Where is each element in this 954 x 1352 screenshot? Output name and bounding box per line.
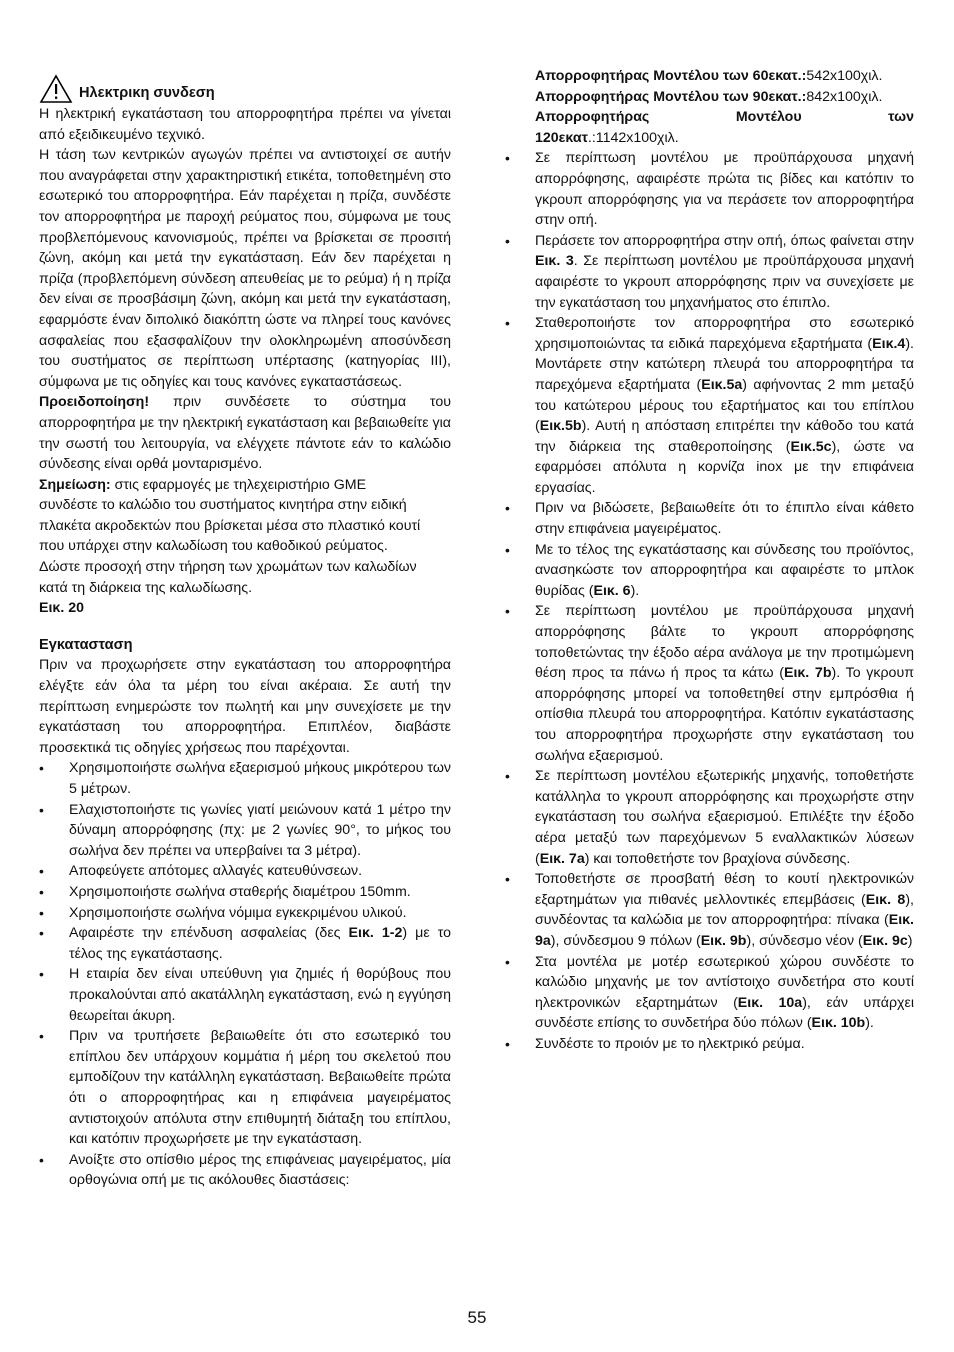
list-item [39,861,451,882]
dimension-120-value: .:1142x100χιλ. [587,129,679,146]
list-item-text: Χρησιμοποιήστε σωλήνα εξαερισμού μήκους μικρότερου των 5 μέτρων. [69,760,451,797]
list-item [39,903,451,924]
list-item-text: Πριν να τρυπήσετε βεβαιωθείτε ότι στο εσωτερικό του επίπλου δεν υπάρχουν κομμάτια ή μέρη του σκελετού που εμποδίζουν την κατάλληλη εγκατάσταση. Βεβαιωθείτε πρώτα ότι ο απορροφητήρας και η επιφάνεια μαγειρέματος αντιστοιχούν απόλυτα στην επιθυμητή διάταξη του επίπλου, και κατόπιν προχωρήσετε με την εγκατάσταση. [69,1028,451,1148]
figure-reference: Εικ.5c [790,438,832,455]
figure-reference: Εικ. 10a [737,994,803,1011]
left-column [39,66,451,1191]
list-item-text: ) με το τέλος της εγκατάστασης. [69,925,451,962]
dimension-60 [505,66,914,87]
dimension-90-value: 842x100χιλ. [806,88,883,105]
figure-reference: Εικ. 9a [535,912,914,949]
list-item-text: Τοποθετήστε σε προσβατή θέση το κουτί ηλεκτρονικών εξαρτημάτων για πιθανές μελλοντικές επεμβάσεις ( [535,871,914,908]
warning-paragraph [39,392,451,474]
list-item-text: Σε περίπτωση μοντέλου με προϋπάρχουσα μηχανή απορρόφησης βάλτε το γκρουπ απορρόφησης τοποθετώντας την έξοδο αέρα ανάλογα με την προτιμώμενη θέση προς τα πάνω ή προς τα κάτω ( [535,603,914,682]
dimension-60-label: Απορροφητήρας Μοντέλου των 60εκατ.: [535,68,807,84]
note-line: κατά τη διάρκεια της καλωδίωσης. [39,579,253,596]
list-item-text: Συνδέστε το προιόν με το ηλεκτρικό ρεύμα. [535,1035,805,1052]
list-item-text: Πριν να βιδώσετε, βεβαιωθείτε ότι το έπιπλο είναι κάθετο στην επιφάνεια μαγειρέματος. [535,500,914,538]
list-item-text: ) αφήνοντας 2 mm μεταξύ του κατώτερου μέρους του εξαρτήματος και του επίπλου ( [535,376,914,435]
figure-reference: Εικ. 7b [783,665,832,682]
dimension-90 [505,87,914,108]
note-text: στις εφαρμογές με τηλεχειριστήριο GME [110,476,367,493]
list-item [39,1150,451,1191]
list-item [505,498,914,539]
list-item-text: Ανοίξτε στο οπίσθιο μέρος της επιφάνειας μαγειρέματος, μία ορθογώνια οπή με τις ακόλουθες διαστάσεις: [69,1151,451,1189]
list-item-text: ), εάν υπάρχει συνδέστε επίσης το συνδετήρα δύο πόλων ( [535,994,914,1032]
note-lines [39,495,451,598]
list-item [505,1034,914,1055]
installation-intro: Πριν να προχωρήσετε στην εγκατάσταση του απορροφητήρα ελέγξτε εάν όλα τα μέρη του είναι ακέραια. Σε αυτή την περίπτωση ενημερώστε τον πωλητή και μην συνεχίσετε με την εγκατάσταση του απορροφητήρα. Επιπλέον, διαβάστε προσεκτικά τις οδηγίες χρήσεως που παρέχονται. [39,657,451,756]
list-item-text: Ελαχιστοποιήστε τις γωνίες γιατί μειώνουν κατά 1 μέτρο την δύναμη απορρόφησης (πχ: με 2 γωνίες 90°, το μήκος του σωλήνα δεν πρέπει να υπερβαίνει τα 3 μέτρα). [69,801,451,859]
dimension-90-label: Απορροφητήρας Μοντέλου των 90εκατ.: [535,88,807,105]
electrical-heading: Ηλεκτρικη συνδεση [79,85,215,102]
figure-reference: Εικ. 9c [862,932,908,949]
figure-reference: Εικ.5b [539,418,582,435]
list-item-text: Περάσετε τον απορροφητήρα στην οπή, όπως φαίνεται στην [535,232,914,249]
list-item-text: Σταθεροποιήστε τον απορροφητήρα στο εσωτερικό χρησιμοποιώντας τα ειδικά παρεχόμενα εξαρτήματα ( [535,315,914,352]
page-number: 55 [467,1308,487,1327]
figure-reference: Εικ. 9b [700,932,747,949]
list-item [39,1026,451,1150]
list-item-text: ). Αυτή η απόσταση επιτρέπει την κάθοδο του κατά την διάρκεια της σταθεροποίησης ( [535,418,914,455]
electrical-heading-row [39,66,451,104]
electrical-paragraph-1: Η ηλεκτρική εγκατάσταση του απορροφητήρα πρέπει να γίνεται από εξειδικευμένο τεχνικό. [39,106,451,143]
list-item [39,923,451,964]
list-item-text: ), ώστε να εφαρμόσει απόλυτα η κορνίζα inox με την επιφάνεια εργασίας. [535,438,914,496]
electrical-paragraph-2: Η τάση των κεντρικών αγωγών πρέπει να αντιστοιχεί σε αυτήν που αναγράφεται στην χαρακτηριστική ετικέτα, τοποθετημένη στο εσωτερικό του απορροφητήρα. Εάν παρέχεται η πρίζα, συνδέστε τον απορροφητήρα με παροχή ρεύματος που, σύμφωνα με τους προβλεπόμενους κανονισμούς, πρέπει να βρίσκεται σε προσιτή ζώνη, ακόμη και μετά την εγκατάσταση. Εάν δεν παρέχεται η πρίζα (προβλεπόμενη σύνδεση απευθείας με το ρεύμα) ή η πρίζα δεν είναι σε προσβάσιμη ζώνη, ακόμη και μετά την εγκατάσταση, εφαρμόστε έναν διπολικό διακόπτη ώστε να πληρεί τους κανόνες ασφαλείας που εξασφαλίζουν την ολοκληρωμένη αποσύνδεση του συστήματος σε περίπτωση υπέρτασης (κατηγορίας ΙΙΙ), σύμφωνα με τις οδηγίες και τους κανόνες εγκαταστάσεως. [39,147,451,390]
note-line: Δώστε προσοχή στην τήρηση των χρωμάτων των καλωδίων [39,559,417,576]
list-item [39,800,451,862]
list-item-text: . Σε περίπτωση μοντέλου με προϋπάρχουσα μηχανή αφαιρέστε το γκρουπ απορρόφησης πριν να συνεχίσετε με την εγκατάσταση του μηχανήματος στο έπιπλο. [535,253,914,311]
list-item-text: Χρησιμοποιήστε σωλήνα σταθερής διαμέτρου 150mm. [69,883,411,900]
dimension-120-word: Μοντέλου [735,109,802,126]
warning-triangle-icon [39,74,73,104]
list-item-text: Σε περίπτωση μοντέλου με προϋπάρχουσα μηχανή απορρόφησης, αφαιρέστε πρώτα τις βίδες και κατόπιν το γκρουπ απορρόφησης για να περάσετε τον απορροφητήρα στην οπή. [535,150,914,229]
list-item-text: ). Μοντάρετε στην κατώτερη πλευρά του απορροφητήρα τα παρεχόμενα εξαρτήματα ( [535,335,914,393]
installation-list [39,758,451,1190]
figure-reference: Εικ. 10b [811,1015,866,1032]
list-item [505,540,914,602]
list-item [505,766,914,869]
dimension-120-word: Απορροφητήρας [535,109,650,126]
note-line: που υπάρχει στην καλωδίωση του καθοδικού ρεύματος. [39,538,388,555]
list-item [505,952,914,1034]
warning-text: πριν συνδέσετε το σύστημα του απορροφητήρα με την ηλεκτρική εγκατάσταση και βεβαιωθείτε για την σωστή του λειτουργία, να ελέγχετε πάντοτε εάν το καλώδιο σύνδεσης είναι ορθά μονταρισμένο. [39,394,451,473]
figure-reference: Εικ. 6 [593,582,631,599]
list-item-text: Στα μοντέλα με μοτέρ εσωτερικού χώρου συνδέστε το καλώδιο μηχανής με τον αντίστοιχο συνδετήρα στο κουτί ηλεκτρονικών εξαρτημάτων ( [535,953,914,1011]
list-item-text: Χρησιμοποιήστε σωλήνα νόμιμα εγκεκριμένου υλικού. [69,904,407,921]
dimension-120-label: 120εκατ [535,129,588,146]
list-item-text: Αφαιρέστε την επένδυση ασφαλείας (δες [69,925,349,942]
figure-reference: Εικ. 3 [535,253,574,270]
installation-heading: Εγκατασταση [39,636,133,653]
figure-reference: Εικ.5a [701,376,743,393]
dimension-60-value: 542x100χιλ. [806,68,883,84]
figure-reference: Εικ. 7a [539,850,585,867]
note-label: Σημείωση: [39,476,111,493]
list-item [505,148,914,230]
figure-reference: Εικ. 1-2 [348,925,403,942]
list-item-text: Η εταιρία δεν είναι υπεύθυνη για ζημιές ή θορύβους που προκαλούνται από ακατάλληλη εγκατάσταση, ενώ η εγγύηση θεωρείται άκυρη. [69,966,451,1024]
list-item [39,758,451,799]
list-item-text: ). [630,582,640,599]
dimension-120-word: των [888,109,914,126]
list-item-text: ). Το γκρουπ απορρόφησης μπορεί να τοποθετηθεί στην εμπρόσθια ή οπίσθια πλευρά του απορροφητήρα. Κατόπιν εγκατάστασης του απορροφητήρα προχωρήστε στην εγκατάσταση του σωλήνα εξαερισμού. [535,665,914,764]
list-item-text: ) [907,932,913,949]
list-item-text: ). [865,1015,874,1032]
list-item [505,231,914,313]
list-item [505,869,914,951]
list-item-text: Με το τέλος της εγκατάστασης και σύνδεσης του προϊόντος, ανασηκώστε τον απορροφητήρα και αφαιρέστε το μπλοκ θυρίδας ( [535,541,914,599]
warning-label: Προειδοποίηση! [39,394,150,411]
list-item-text: Σε περίπτωση μοντέλου εξωτερικής μηχανής, τοποθετήστε κατάλληλα το γκρουπ απορρόφησης και προχωρήστε στην εγκατάσταση του σωλήνα εξαερισμού. Επιλέξτε την έξοδο αέρα μεταξύ των παρεχόμενων 5 εναλλακτικών λύσεων ( [535,768,914,867]
figure-reference: Εικ.4 [872,335,906,352]
list-item [39,964,451,1026]
dimension-120-line2 [505,128,914,149]
note-line: πλακέτα ακροδεκτών που βρίσκεται μέσα στο πλαστικό κουτί [39,517,421,534]
right-column [505,66,914,1055]
list-item-text: ), σύνδεσμο νέον ( [746,932,863,949]
note-paragraph [39,475,451,496]
list-item-text: ), συνδέοντας τα καλώδια με τον απορροφητήρα: πίνακα ( [535,891,914,929]
note-line: συνδέστε το καλώδιο του συστήματος κινητήρα στην ειδική [39,497,407,514]
figure-reference: Εικ. 8 [865,891,906,908]
list-item [505,601,914,766]
list-item [39,882,451,903]
dimension-120-line1 [505,107,914,128]
list-item [505,313,914,498]
list-item-text: ), σύνδεσμου 9 πόλων ( [550,932,701,949]
list-item-text: ) και τοποθετήστε τον βραχίονα σύνδεσης. [584,850,851,867]
list-item-text: Αποφεύγετε απότομες αλλαγές κατευθύνσεων. [69,863,363,880]
figure-reference: Εικ. 20 [39,600,84,617]
installation-steps-list [505,148,914,1054]
